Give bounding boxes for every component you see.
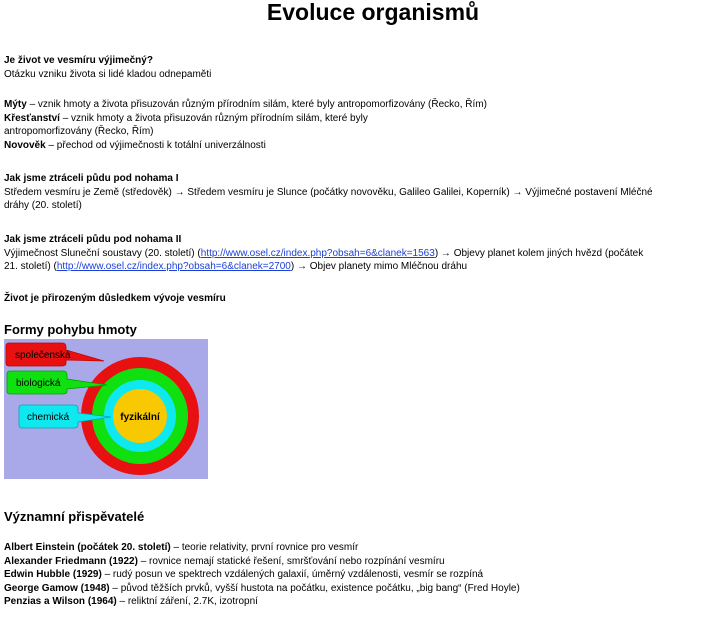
section-conclusion	[4, 292, 720, 306]
definition: – přechod od výjimečnosti k totální univerzálnosti	[45, 139, 266, 151]
osel-link-2700[interactable]: http://www.osel.cz/index.php?obsah=6&clanek=2700	[56, 261, 291, 272]
paragraph-continuation: antropomorfizovány (Řecko, Řím)	[4, 126, 154, 137]
contributors-list	[4, 541, 720, 609]
contributor-name: Penzias a Wilson (1964)	[4, 596, 117, 607]
formy-diagram	[4, 339, 208, 479]
prispevatele-heading: Významní přispěvatelé	[4, 509, 145, 524]
list-item	[4, 555, 720, 569]
contributor-name: Edwin Hubble (1929)	[4, 569, 102, 580]
paragraph-krestanstvi	[4, 112, 720, 126]
paragraph	[4, 260, 720, 274]
section-heading: Je život ve vesmíru výjimečný?	[4, 55, 153, 66]
label-spolecenska: společenská	[15, 350, 71, 361]
label-chemicka: chemická	[27, 412, 70, 423]
paragraph	[4, 247, 720, 261]
page-title: Evoluce organismů	[266, 0, 480, 25]
paragraph: Otázku vzniku života si lidé kladou odnepaměti	[4, 68, 212, 80]
contributor-text: – původ těžších prvků, vyšší hustota na počátku, existence počátku, „big bang“ (Fred Hoyle)	[109, 582, 520, 594]
text: 21. století) (	[4, 261, 57, 272]
list-item	[4, 568, 720, 582]
conclusion-text: Život je přirozeným důsledkem vývoje vesmíru	[4, 293, 226, 304]
contributor-name: George Gamow (1948)	[4, 582, 110, 594]
term: Mýty	[4, 99, 27, 110]
list-item	[4, 582, 720, 596]
text: ) → Objevy planet kolem jiných hvězd (počátek	[434, 247, 644, 259]
concentric-circles-diagram	[4, 339, 208, 479]
paragraph-myty	[4, 98, 720, 112]
paragraph-novovek	[4, 139, 720, 153]
contributor-text: – rovnice nemají statické řešení, smršťování nebo rozpínání vesmíru	[137, 555, 445, 567]
contributor-text: – reliktní záření, 2.7K, izotropní	[116, 596, 258, 607]
contributor-text: – rudý posun ve spektrech vzdálených galaxií, úměrný vzdálenosti, vesmír se rozpíná	[101, 569, 484, 580]
list-item	[4, 595, 720, 609]
section-intro	[4, 54, 720, 81]
term: Křesťanství	[4, 112, 60, 124]
paragraph: Středem vesmíru je Země (středověk) → Středem vesmíru je Slunce (počátky novověku, Galileo Galilei, Koperník) → Výjimečné postavení Mléčné	[4, 186, 653, 198]
formy-heading: Formy pohybu hmoty	[4, 322, 137, 337]
paragraph: dráhy (20. století)	[4, 200, 82, 211]
contributor-name: Albert Einstein (počátek 20. století)	[4, 542, 171, 553]
osel-link-1563[interactable]: http://www.osel.cz/index.php?obsah=6&clanek=1563	[200, 247, 435, 259]
definition: – vznik hmoty a života přisuzován různým přírodním silám, které byly antropomorfizovány (Řecko, Řím)	[26, 99, 487, 110]
section-heading: Jak jsme ztráceli půdu pod nohama II	[4, 234, 182, 245]
section-ground-1	[4, 172, 720, 213]
section-heading: Jak jsme ztráceli půdu pod nohama I	[4, 173, 179, 184]
contributor-name: Alexander Friedmann (1922)	[4, 555, 138, 567]
text: Výjimečnost Sluneční soustavy (20. století) (	[4, 247, 201, 259]
definition: – vznik hmoty a života přisuzován různým přírodním silám, které byly	[59, 112, 368, 124]
contributor-text: – teorie relativity, první rovnice pro vesmír	[170, 542, 359, 553]
label-fyzikalni: fyzikální	[120, 412, 160, 423]
section-ground-2	[4, 233, 720, 274]
list-item	[4, 541, 720, 555]
section-history	[4, 98, 720, 152]
label-biologicka: biologická	[16, 378, 61, 389]
text: ) → Objev planety mimo Mléčnou dráhu	[290, 261, 468, 272]
term: Novověk	[4, 139, 46, 151]
